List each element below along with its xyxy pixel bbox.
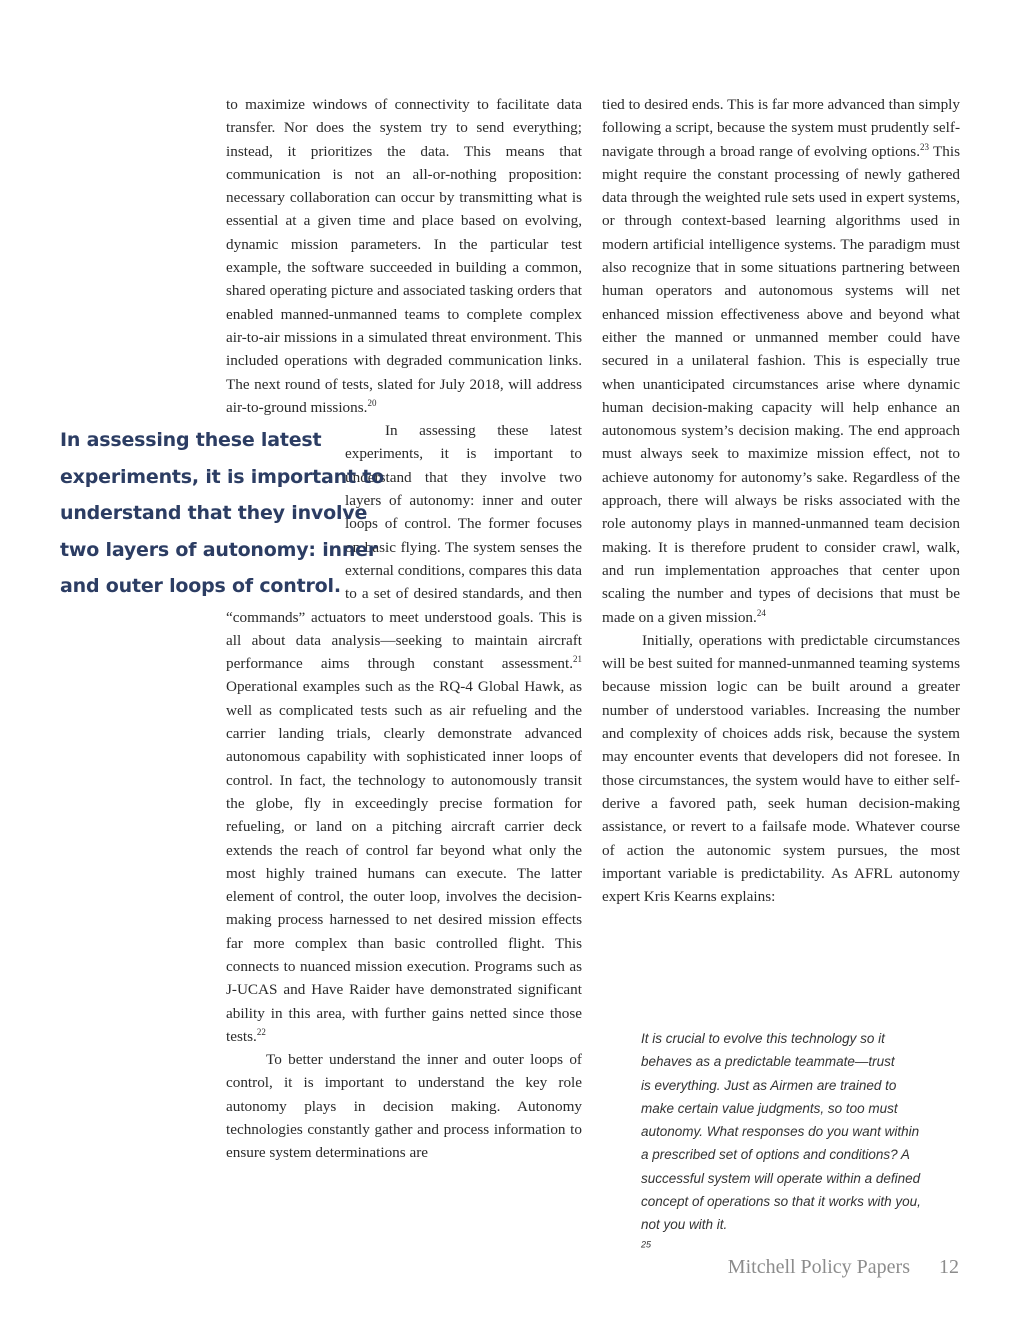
publication-name: Mitchell Policy Papers bbox=[727, 1256, 910, 1278]
right-column bbox=[602, 93, 960, 908]
block-quote-line: make certain value judgments, so too must bbox=[641, 1100, 898, 1116]
right-paragraph-1 bbox=[602, 93, 960, 629]
pull-quote-line: and outer loops of control. bbox=[60, 575, 341, 598]
block-quote-line: concept of operations so that it works with you, bbox=[641, 1194, 921, 1210]
page-footer bbox=[728, 1256, 959, 1279]
pull-quote-line: experiments, it is important to bbox=[60, 465, 384, 488]
footnote-25[interactable]: 25 bbox=[641, 1239, 652, 1250]
block-quote-last-line bbox=[641, 1213, 941, 1260]
block-quote bbox=[641, 1027, 941, 1260]
footnote-20[interactable]: 20 bbox=[367, 397, 377, 408]
footnote-21[interactable]: 21 bbox=[573, 654, 582, 665]
block-quote-line: is everything. Just as Airmen are trained to bbox=[641, 1077, 897, 1093]
left-paragraph-3: To better understand the inner and outer loops of control, it is important to understand the key role autonomy plays in decision making. Autonomy technologies constantly gather and process information to ensure system determinations are bbox=[226, 1051, 582, 1162]
footnote-22[interactable]: 22 bbox=[256, 1026, 266, 1037]
pull-quote bbox=[60, 422, 384, 605]
block-quote-line: It is crucial to evolve this technology so it bbox=[641, 1031, 885, 1046]
left-paragraph-2-cont: Operational examples such as the RQ-4 Global Hawk, as well as complicated tests such as air refueling and the carrier landing trials, clearly demonstrate advanced autonomous capability with sophisticated inner loops of control. In fact, the technology to autonomously transit the globe, fly in exceedingly precise formation for refueling, or land on a pitching aircraft carrier deck extends the reach of control far beyond what only the most highly trained humans can execute. The latter element of control, the outer loop, involves the decision-making process harnessed to net desired mission effects far more complex than basic controlled flight. This connects to nuanced mission execution. Programs such as J-UCAS and Have Raider have demonstrated significant ability in this area, with further gains netted since those tests. bbox=[226, 678, 582, 1045]
left-paragraph-2-text: In assessing these latest experiments, it is important to understand that they involve two layers of autonomy: inner and outer loops of control. The former focuses on basic flying. The system senses the external conditions, compares this data to a set of desired standards, and then “commands” actuators to meet understood goals. This is all about data analysis—seeking to maintain aircraft performance aims through constant assessment. bbox=[226, 422, 582, 673]
pull-quote-line: two layers of autonomy: inner bbox=[60, 538, 378, 561]
pull-quote-line: In assessing these latest bbox=[60, 429, 322, 451]
left-paragraph-1 bbox=[226, 93, 582, 419]
block-quote-line: behaves as a predictable teammate—trust bbox=[641, 1054, 895, 1070]
right-paragraph-2: Initially, operations with predictable circumstances will be best suited for manned-unmanned teaming systems because mission logic can be built around a greater number of understood variables. Increasing the number and complexity of choices adds risk, because the system may encounter events that developers did not foresee. In those circumstances, the system would have to either self-derive a favored path, seek human decision-making assistance, or revert to a failsafe mode. Whatever course of action the autonomic system pursues, the most important variable is predictability. As AFRL autonomy expert Kris Kearns explains: bbox=[602, 631, 960, 906]
footnote-23[interactable]: 23 bbox=[920, 141, 929, 152]
block-quote-line: a prescribed set of options and conditions? A bbox=[641, 1147, 910, 1163]
footnote-24[interactable]: 24 bbox=[756, 607, 766, 618]
block-quote-line: autonomy. What responses do you want within bbox=[641, 1124, 920, 1140]
left-paragraph-1-text: to maximize windows of connectivity to facilitate data transfer. Nor does the system try to send everything; instead, it prioritizes the data. This means that communication is not an all-or-nothing proposition: necessary collaboration can occur by transmitting what is essential at a given time and place based on evolving, dynamic mission parameters. In the particular test example, the software succeeded in building a common, shared operating picture and associated tasking orders that enabled manned-unmanned teams to complete complex air-to-air missions in a simulated threat environment. This included operations with degraded communication links. The next round of tests, slated for July 2018, will address air-to-ground missions. bbox=[226, 96, 582, 416]
page-number: 12 bbox=[939, 1256, 959, 1278]
pull-quote-line: understand that they involve bbox=[60, 502, 368, 525]
block-quote-line: not you with it. bbox=[641, 1217, 728, 1233]
right-paragraph-1-cont: This might require the constant processing of newly gathered data through the weighted rule sets used in expert systems, or through context-based learning algorithms used in modern artificial intelligence systems. The paradigm must also recognize that in some situations partnering between human operators and autonomous systems will net enhanced mission effectiveness above and beyond what either the manned or unmanned member could have secured in a unilateral fashion. This is especially true when unanticipated circumstances arise where dynamic human decision-making capacity will help enhance an autonomous system’s decision making. The end approach must always seek to maximize mission effect, not to achieve autonomy for autonomy’s sake. Regardless of the approach, there will always be risks associated with the role autonomy plays in manned-unmanned team decision making. It is therefore prudent to consider crawl, walk, and run implementation approaches that center upon scaling the number and types of decisions that must be made on a given mission. bbox=[602, 142, 961, 626]
left-column bbox=[226, 93, 582, 1165]
right-paragraph-1-text: tied to desired ends. This is far more advanced than simply following a script, because the system must prudently self-navigate through a broad range of evolving options. bbox=[602, 96, 960, 160]
block-quote-line: successful system will operate within a defined bbox=[641, 1170, 921, 1186]
